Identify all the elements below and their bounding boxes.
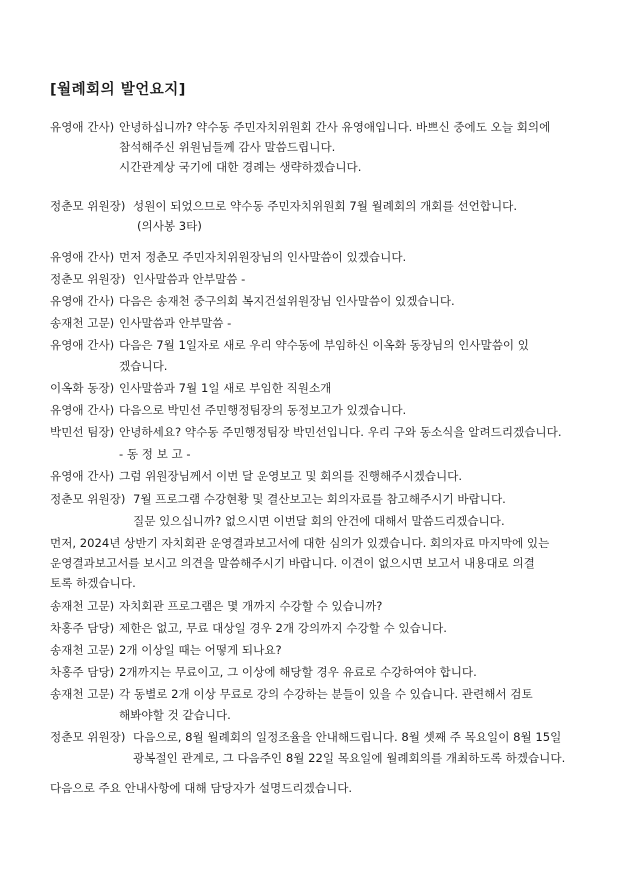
speaker-label: 송재천 고문) — [50, 643, 115, 657]
transcript-line — [0, 779, 620, 797]
transcript-line — [0, 749, 620, 767]
speaker-label: 차홍주 담당) — [50, 621, 115, 635]
transcript-line — [0, 248, 620, 266]
transcript-line — [0, 685, 620, 703]
speech-text: 인사말씀과 안부말씀 - — [119, 316, 232, 330]
speech-text: 7월 프로그램 수강현황 및 결산보고는 회의자료를 참고해주시기 바랍니다. — [133, 492, 506, 506]
transcript-line — [0, 217, 620, 235]
transcript-line — [0, 401, 620, 419]
transcript-line — [0, 512, 620, 530]
speaker-label: 유영애 간사) — [50, 469, 115, 483]
speaker-label: 박민선 팀장) — [50, 425, 115, 439]
speech-text: 그럼 위원장님께서 이번 달 운영보고 및 회의를 진행해주시겠습니다. — [119, 469, 463, 483]
speaker-label: 송재천 고문) — [50, 599, 115, 613]
speech-text: 다음은 송재천 중구의회 복지건설위원장님 인사말씀이 있겠습니다. — [119, 294, 455, 308]
transcript-line — [0, 663, 620, 681]
speaker-label: 송재천 고문) — [50, 687, 115, 701]
speech-text: 안녕하십니까? 약수동 주민자치위원회 간사 유영애입니다. 바쁘신 중에도 오늘 회의에 — [119, 120, 551, 134]
speech-text: (의사봉 3타) — [137, 219, 202, 233]
transcript-line — [0, 619, 620, 637]
speech-text: 성원이 되었으므로 약수동 주민자치위원회 7월 월례회의 개회를 선언합니다. — [133, 199, 518, 213]
transcript-line — [0, 490, 620, 508]
speaker-label: 차홍주 담당) — [50, 665, 115, 679]
speaker-label: 정춘모 위원장) — [50, 492, 126, 506]
speech-text: 2개 이상일 때는 어떻게 되나요? — [119, 643, 282, 657]
transcript-line — [0, 445, 620, 463]
transcript-line — [0, 423, 620, 441]
speaker-label: 유영애 간사) — [50, 403, 115, 417]
speaker-label: 유영애 간사) — [50, 250, 115, 264]
page-title: [월례회의 발언요지] — [50, 82, 186, 98]
transcript-line — [0, 197, 620, 215]
speaker-label: 유영애 간사) — [50, 120, 115, 134]
speaker-label: 송재천 고문) — [50, 316, 115, 330]
transcript-line — [0, 336, 620, 354]
speech-text: 운영결과보고서를 보시고 의견을 말씀해주시기 바랍니다. 이견이 없으시면 보고서 내용대로 의결 — [50, 556, 535, 570]
speech-text: 질문 있으십니까? 없으시면 이번달 회의 안건에 대해서 말씀드리겠습니다. — [133, 514, 505, 528]
speaker-label: 정춘모 위원장) — [50, 730, 126, 744]
speaker-label: 유영애 간사) — [50, 294, 115, 308]
transcript-line — [0, 314, 620, 332]
transcript-line — [0, 534, 620, 552]
speech-text: 먼저, 2024년 상반기 자치회관 운영결과보고서에 대한 심의가 있겠습니다. 회의자료 마지막에 있는 — [50, 536, 550, 550]
speech-text: 안녕하세요? 약수동 주민행정팀장 박민선입니다. 우리 구와 동소식을 알려드리겠습니다. — [119, 425, 562, 439]
transcript-line — [0, 357, 620, 375]
speech-text: 시간관계상 국기에 대한 경례는 생략하겠습니다. — [119, 160, 362, 174]
speech-text: 참석해주신 위원님들께 감사 말씀드립니다. — [119, 140, 336, 154]
transcript-line — [0, 118, 620, 136]
transcript-line — [0, 728, 620, 746]
speech-text: 먼저 정춘모 주민자치위원장님의 인사말씀이 있겠습니다. — [119, 250, 407, 264]
speech-text: 다음으로 박민선 주민행정팀장의 동정보고가 있겠습니다. — [119, 403, 407, 417]
transcript-line — [0, 706, 620, 724]
speaker-label: 이옥화 동장) — [50, 381, 115, 395]
speech-text: 해봐야할 것 같습니다. — [119, 708, 231, 722]
speech-text: 다음은 7월 1일자로 새로 우리 약수동에 부임하신 이옥화 동장님의 인사말씀이 있 — [119, 338, 529, 352]
transcript-line — [0, 270, 620, 288]
transcript-line — [0, 379, 620, 397]
speech-text: 2개까지는 무료이고, 그 이상에 해당할 경우 유료로 수강하여야 합니다. — [119, 665, 477, 679]
speech-text: 다음으로, 8월 월례회의 일정조율을 안내해드립니다. 8월 셋째 주 목요일이 8월 15일 — [133, 730, 562, 744]
transcript-line — [0, 597, 620, 615]
speech-text: 인사말씀과 7월 1일 새로 부임한 직원소개 — [119, 381, 332, 395]
speaker-label: 정춘모 위원장) — [50, 199, 126, 213]
speech-text: - 동 정 보 고 - — [119, 447, 191, 461]
transcript-line — [0, 138, 620, 156]
speech-text: 다음으로 주요 안내사항에 대해 담당자가 설명드리겠습니다. — [50, 781, 353, 795]
transcript-line — [0, 467, 620, 485]
speech-text: 제한은 없고, 무료 대상일 경우 2개 강의까지 수강할 수 있습니다. — [119, 621, 447, 635]
speaker-label: 정춘모 위원장) — [50, 272, 126, 286]
speech-text: 토록 하겠습니다. — [50, 576, 136, 590]
speech-text: 겠습니다. — [119, 359, 168, 373]
transcript-line — [0, 554, 620, 572]
transcript-line — [0, 158, 620, 176]
transcript-line — [0, 641, 620, 659]
speech-text: 자치회관 프로그램은 몇 개까지 수강할 수 있습니까? — [119, 599, 383, 613]
speech-text: 광복절인 관계로, 그 다음주인 8월 22일 목요일에 월례회의를 개최하도록 하겠습니다. — [133, 751, 566, 765]
speech-text: 인사말씀과 안부말씀 - — [133, 272, 246, 286]
speaker-label: 유영애 간사) — [50, 338, 115, 352]
speech-text: 각 동별로 2개 이상 무료로 강의 수강하는 분들이 있을 수 있습니다. 관련해서 검토 — [119, 687, 533, 701]
transcript-line — [0, 292, 620, 310]
transcript-line — [0, 574, 620, 592]
